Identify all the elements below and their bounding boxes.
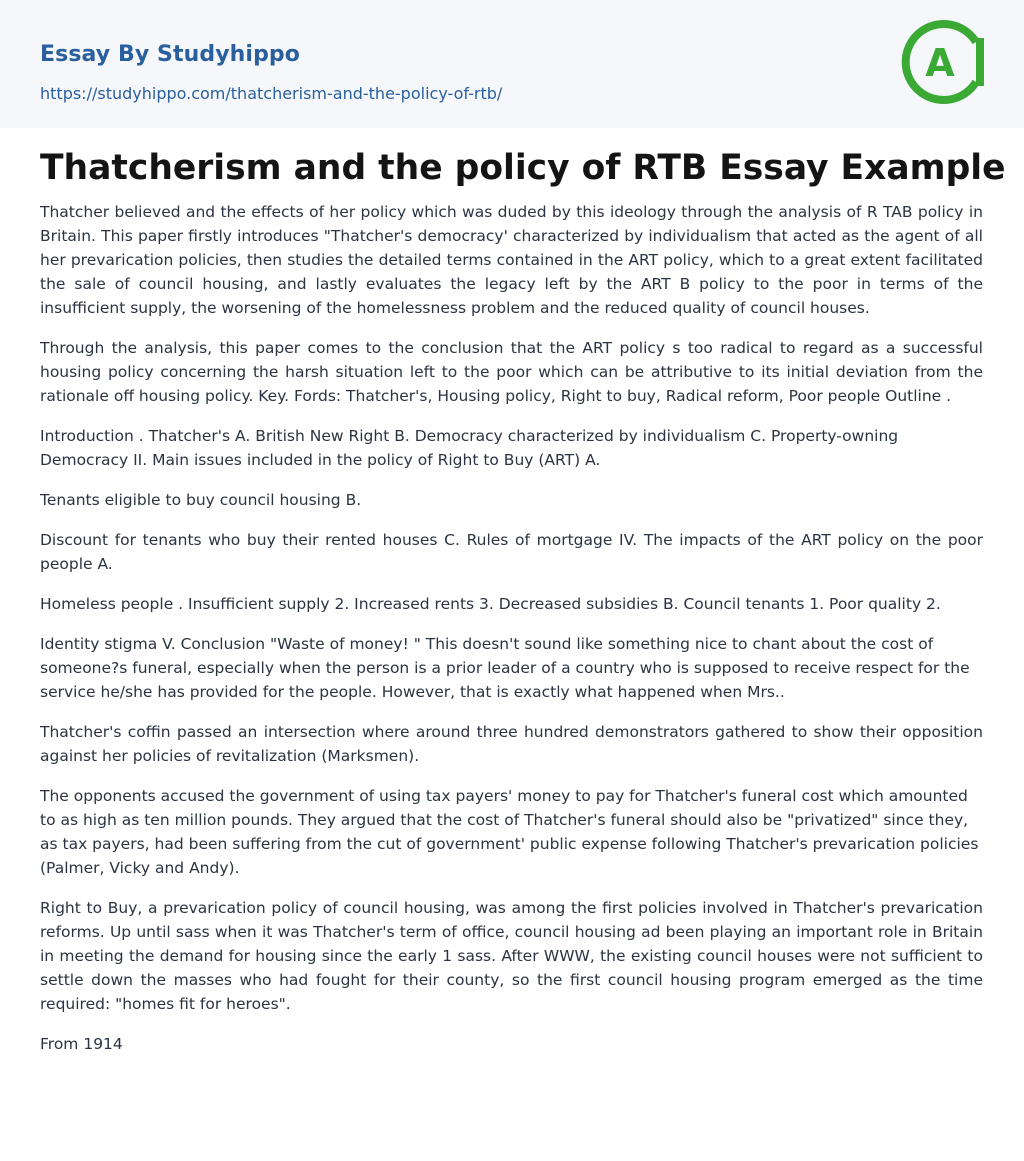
paragraph: Through the analysis, this paper comes to the conclusion that the ART policy s too radical to regard as a successful housing policy concerning the harsh situation left to the poor which can be attributive to its initial deviation from the rationale off housing policy. Key. Fords: Thatcher's, Housing policy, Right to buy, Radical reform, Poor people Outline .	[40, 339, 983, 405]
site-header	[0, 0, 1024, 128]
logo-letter: A	[925, 41, 955, 85]
page-title: Thatcherism and the policy of RTB Essay Example	[40, 148, 1006, 188]
article-body	[40, 200, 983, 1072]
paragraph: Thatcher believed and the effects of her policy which was duded by this ideology through the analysis of R TAB policy in Britain. This paper firstly introduces "Thatcher's democracy' characterized by individualism that acted as the agent of all her prevarication policies, then studies the detailed terms contained in the ART policy, which to a great extent facilitated the sale of council housing, and lastly evaluates the legacy left by the ART B policy to the poor in terms of the insufficient supply, the worsening of the homelessness problem and the reduced quality of council houses.	[40, 203, 983, 317]
paragraph: Homeless people . Insufficient supply 2. Increased rents 3. Decreased subsidies B. Council tenants 1. Poor quality 2.	[40, 595, 941, 613]
paragraph: Tenants eligible to buy council housing B.	[40, 491, 362, 509]
article-url-link[interactable]: https://studyhippo.com/thatcherism-and-the-policy-of-rtb/	[40, 84, 503, 103]
studyhippo-logo-icon[interactable]	[900, 18, 988, 106]
paragraph: From 1914	[40, 1035, 123, 1053]
paragraph: The opponents accused the government of using tax payers' money to pay for Thatcher's funeral cost which amounted to as high as ten million pounds. They argued that the cost of Thatcher's funeral should also be "privatized" since they, as tax payers, had been suffering from the cut of government' public expense following Thatcher's prevarication policies (Palmer, Vicky and Andy).	[40, 787, 979, 877]
site-brand[interactable]: Essay By Studyhippo	[40, 42, 300, 67]
paragraph: Right to Buy, a prevarication policy of council housing, was among the first policies involved in Thatcher's prevarication reforms. Up until sass when it was Thatcher's term of office, council housing ad been playing an important role in Britain in meeting the demand for housing since the early 1 sass. After WWW, the existing council houses were not sufficient to settle down the masses who had fought for their county, so the first council housing program emerged as the time required: "homes fit for heroes".	[40, 899, 983, 1013]
paragraph: Introduction . Thatcher's A. British New Right B. Democracy characterized by individualism C. Property-owning Democracy II. Main issues included in the policy of Right to Buy (ART) A.	[40, 427, 899, 469]
paragraph: Thatcher's coffin passed an intersection where around three hundred demonstrators gathered to show their opposition against her policies of revitalization (Marksmen).	[40, 723, 983, 765]
paragraph: Discount for tenants who buy their rented houses C. Rules of mortgage IV. The impacts of the ART policy on the poor people A.	[40, 531, 983, 573]
paragraph: Identity stigma V. Conclusion "Waste of money! " This doesn't sound like something nice to chant about the cost of someone?s funeral, especially when the person is a prior leader of a country who is supposed to receive respect for the service he/she has provided for the people. However, that is exactly what happened when Mrs..	[40, 635, 970, 701]
